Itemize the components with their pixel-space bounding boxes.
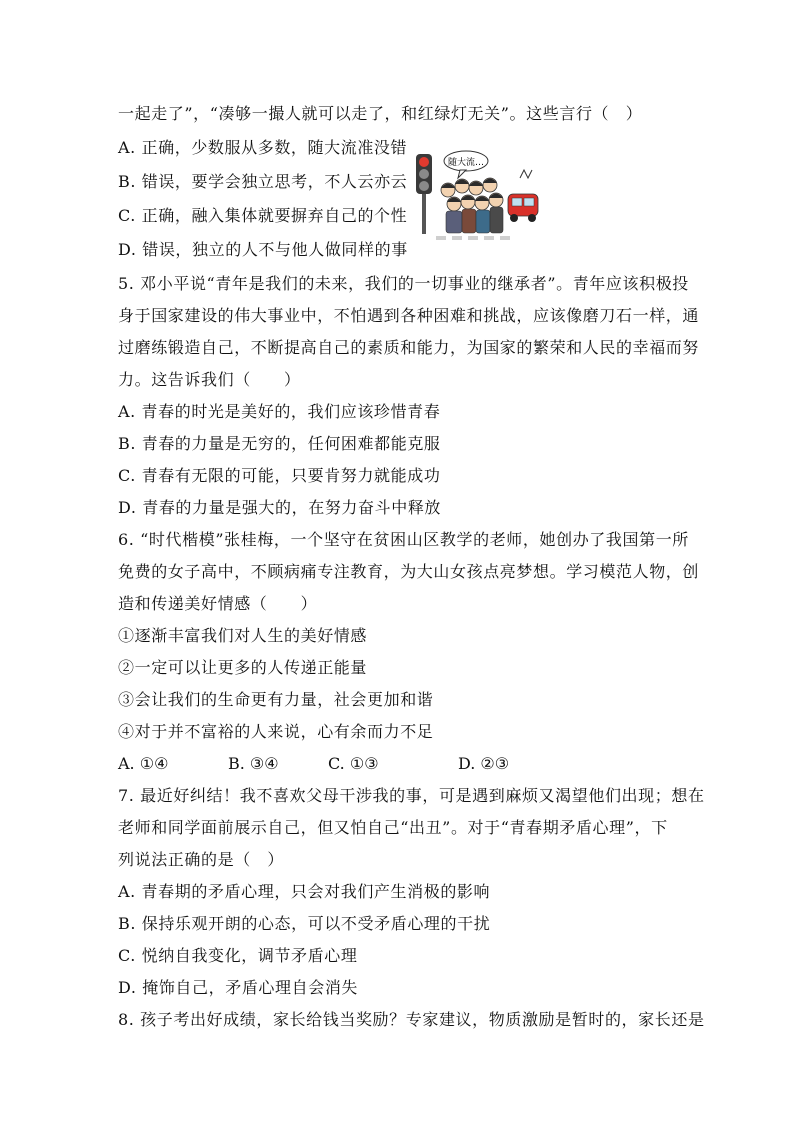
q6-option-b: B. ③④ xyxy=(228,754,279,773)
q6-statement-4: ④对于并不富裕的人来说，心有余而力不足 xyxy=(118,722,434,741)
q5-option-d: D. 青春的力量是强大的，在努力奋斗中释放 xyxy=(118,498,442,517)
q6-option-a: A. ①④ xyxy=(118,754,169,773)
q5-stem-line-3: 过磨练锻造自己，不断提高自己的素质和能力，为国家的繁荣和人民的幸福而努 xyxy=(118,338,700,357)
q6-stem-line-3: 造和传递美好情感（ ） xyxy=(118,594,318,613)
crowd-crossing-red-light-cartoon-icon xyxy=(408,148,544,246)
q4-option-a: A. 正确，少数服从多数，随大流准没错 xyxy=(118,138,408,157)
q5-option-a: A. 青春的时光是美好的，我们应该珍惜青春 xyxy=(118,402,441,421)
q7-stem-line-1: 7. 最近好纠结！我不喜欢父母干涉我的事，可是遇到麻烦又渴望他们出现；想在 xyxy=(118,786,705,805)
q5-stem-line-1: 5. 邓小平说“青年是我们的未来，我们的一切事业的继承者”。青年应该积极投 xyxy=(118,274,689,293)
q6-option-c: C. ①③ xyxy=(328,754,379,773)
q7-stem-line-2: 老师和同学面前展示自己，但又怕自己“出丑”。对于“青春期矛盾心理”，下 xyxy=(118,818,668,837)
q8-stem-line-1: 8. 孩子考出好成绩，家长给钱当奖励？专家建议，物质激励是暂时的，家长还是 xyxy=(118,1010,705,1029)
q4-option-b: B. 错误，要学会独立思考，不人云亦云 xyxy=(118,172,408,191)
cartoon-bubble-text: 随大流… xyxy=(447,158,485,168)
q7-option-d: D. 掩饰自己，矛盾心理自会消失 xyxy=(118,978,359,997)
q6-stem-line-2: 免费的女子高中，不顾病痛专注教育，为大山女孩点亮梦想。学习模范人物，创 xyxy=(118,562,700,581)
q7-option-c: C. 悦纳自我变化，调节矛盾心理 xyxy=(118,946,358,965)
q6-statement-3: ③会让我们的生命更有力量，社会更加和谐 xyxy=(118,690,434,709)
q7-option-b: B. 保持乐观开朗的心态，可以不受矛盾心理的干扰 xyxy=(118,914,491,933)
q4-stem-continued: 一起走了”，“凑够一撮人就可以走了，和红绿灯无关”。这些言行（ ） xyxy=(118,104,643,123)
q5-stem-line-2: 身于国家建设的伟大事业中，不怕遇到各种困难和挑战，应该像磨刀石一样，通 xyxy=(118,306,700,325)
q5-option-b: B. 青春的力量是无穷的，任何困难都能克服 xyxy=(118,434,441,453)
q5-stem-line-4: 力。这告诉我们（ ） xyxy=(118,370,301,389)
q7-option-a: A. 青春期的矛盾心理，只会对我们产生消极的影响 xyxy=(118,882,491,901)
q6-stem-line-1: 6. “时代楷模”张桂梅，一个坚守在贫困山区教学的老师，她创办了我国第一所 xyxy=(118,530,689,549)
q6-statement-2: ②一定可以让更多的人传递正能量 xyxy=(118,658,368,677)
q5-option-c: C. 青春有无限的可能，只要肯努力就能成功 xyxy=(118,466,441,485)
q4-option-d: D. 错误，独立的人不与他人做同样的事 xyxy=(118,240,408,259)
q4-option-c: C. 正确，融入集体就要摒弃自己的个性 xyxy=(118,206,408,225)
q7-stem-line-3: 列说法正确的是（ ） xyxy=(118,850,285,869)
q6-option-d: D. ②③ xyxy=(458,754,510,773)
q6-statement-1: ①逐渐丰富我们对人生的美好情感 xyxy=(118,626,368,645)
